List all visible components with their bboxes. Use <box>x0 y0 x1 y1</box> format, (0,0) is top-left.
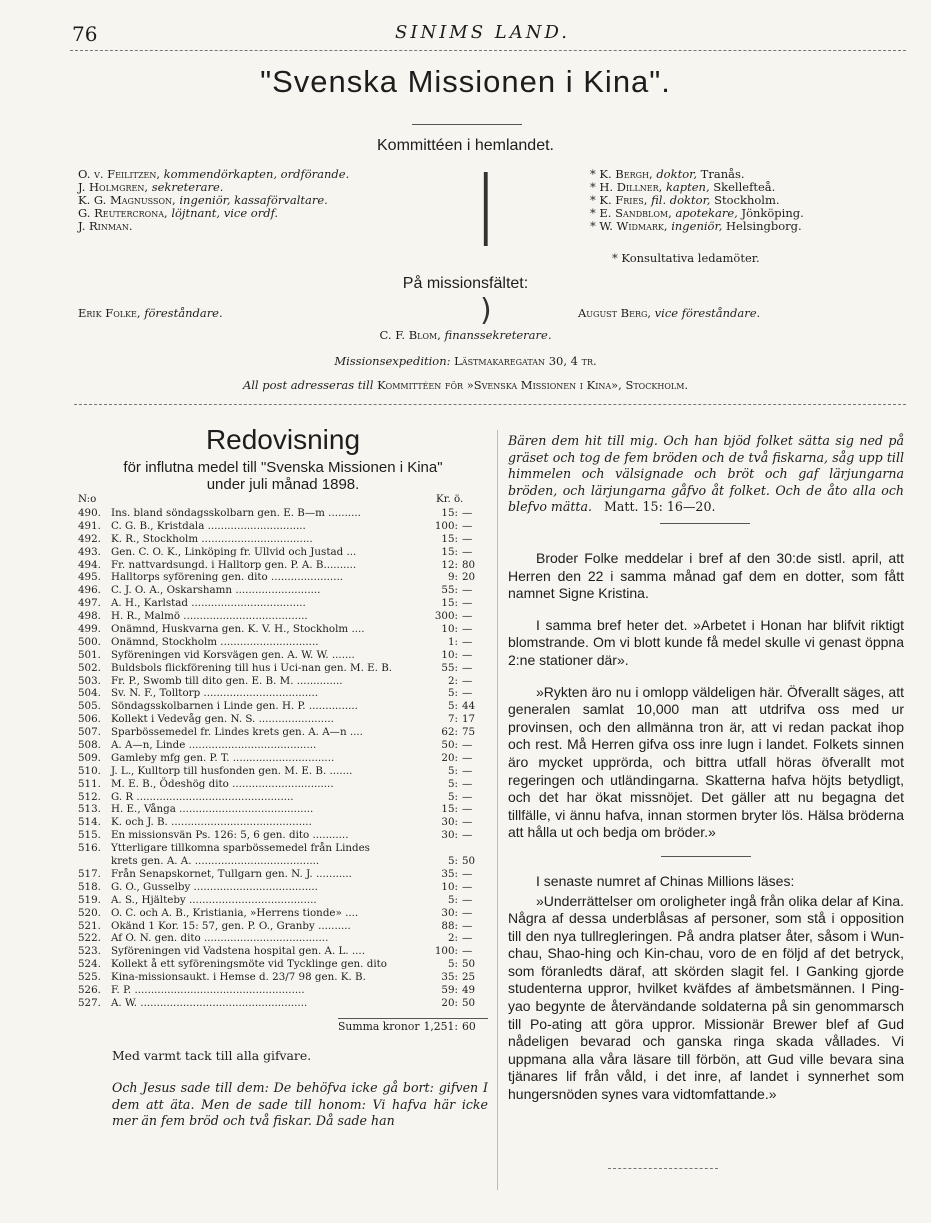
entry-ore: — <box>462 610 473 623</box>
entry-description: A. W. ................................................... <box>111 996 308 1009</box>
entry-number: 494. <box>78 558 101 571</box>
entry-description: Gamleby mfg gen. P. T. ............................... <box>111 751 335 764</box>
scripture-quote-continued: Bären dem hit till mig. Och han bjöd folket sätta sig ned på gräset och tog de fem bröden och de två fiskarna, såg upp till himmelen och välsignade och bröt och gaf lärjungarna bröden, och lärjungarna gåfvo åt folket. Och de åto alla och blefvo mätta. Matt. 15: 16—20. <box>508 433 904 515</box>
entry-description: G. O., Gusselby ...................................... <box>111 880 318 893</box>
entry-ore: — <box>462 945 473 958</box>
table-row <box>78 675 488 688</box>
entry-number: 498. <box>78 610 101 623</box>
entry-number: 506. <box>78 713 101 726</box>
entry-kronor: 5: <box>447 790 458 803</box>
page-number: 76 <box>72 22 98 46</box>
entry-description: Sparbössemedel fr. Lindes krets gen. A. A—n .... <box>111 726 363 739</box>
entry-description: C. J. O. A., Oskarshamn .......................... <box>111 584 321 597</box>
entry-kronor: 5: <box>447 777 458 790</box>
paragraph: »Underrättelser om oroligheter ingå från olika delar af Kina. Några af dessa underblåsas af personer, som stå i opposition till den nya tullregleringen. På andra platser åter, såsom i Wun-chau, Shao-hing och Kin-chau, voro de en följd af det betryck, som föranledts däraf, att skörden slagit fel. I Ganking gjorde studenterna uppror, hvilket kväfdes af ämbetsmännen. I Ping-yao begynte de återvändande soldaterna på sin genommarsch till Po-ating att göra uppror. Missionär Brewer blef af Gud nådeligen bevarad och ganska ringa skada vållades. Vi uppmana alla våra läsare till förbön, att Gud ville bevara sina tjänares lif från våld, i det inre, af landet i synnerhet som hungersnöden synes vara vidtomfattande.» <box>508 892 904 1103</box>
entry-kronor: 5: <box>447 893 458 906</box>
entry-description: Kina-missionsaukt. i Hemse d. 23/7 98 gen. K. B. <box>111 971 366 984</box>
entry-number: 514. <box>78 816 101 829</box>
entry-ore: — <box>462 751 473 764</box>
entry-ore: 25 <box>462 971 476 984</box>
entry-ore: — <box>462 661 473 674</box>
entry-description: F. P. .................................................... <box>111 983 305 996</box>
entry-kronor: 2: <box>447 674 458 687</box>
sum-rule <box>338 1018 488 1019</box>
entry-ore: — <box>462 764 473 777</box>
entry-ore: 44 <box>462 700 476 713</box>
entry-ore: 50 <box>462 958 476 971</box>
committee-heading: Kommittéen i hemlandet. <box>377 137 554 154</box>
entry-ore: 49 <box>462 983 476 996</box>
entry-description: Syföreningen vid Vadstena hospital gen. A. L. .... <box>111 945 365 958</box>
entry-kronor: 55: <box>441 584 458 597</box>
entry-ore: — <box>462 790 473 803</box>
running-title: SINIMS LAND. <box>395 22 570 43</box>
entry-description: Buldsbols flickförening till hus i Uci-nan gen. M. E. B. <box>111 661 393 674</box>
table-row <box>78 610 488 623</box>
divider <box>660 523 750 524</box>
thanks-line: Med varmt tack till alla gifvare. <box>112 1048 312 1063</box>
field-vice-leader: August Berg, vice föreståndare. <box>578 306 761 320</box>
entry-description: Sv. N. F., Tolltorp ................................... <box>111 687 318 700</box>
entry-ore: — <box>462 816 473 829</box>
entry-description: Syföreningen vid Korsvägen gen. A. W. W. ....... <box>111 648 355 661</box>
entry-kronor: 5: <box>447 855 458 868</box>
entry-number: 509. <box>78 751 101 764</box>
table-row <box>78 765 488 778</box>
committee-member: G. Reutercrona, löjtnant, vice ordf. <box>78 206 279 220</box>
entry-ore: — <box>462 880 473 893</box>
entry-ore: — <box>462 867 473 880</box>
entry-description: A. S., Hjälteby ....................................... <box>111 893 317 906</box>
accounts-heading: Redovisning <box>205 424 361 455</box>
entry-description: C. G. B., Kristdala .............................. <box>111 519 306 532</box>
entry-number: 522. <box>78 932 101 945</box>
entry-number: 500. <box>78 635 101 648</box>
entry-description: K. R., Stockholm .................................. <box>111 532 313 545</box>
entry-ore: — <box>462 932 473 945</box>
entry-number: 493. <box>78 545 101 558</box>
entry-kronor: 10: <box>441 648 458 661</box>
entry-number: 519. <box>78 893 101 906</box>
paragraph: I samma bref heter det. »Arbetet i Honan har blifvit riktigt blomstrande. Om vi blott kunde få medel skulle vi genast öppna 2:ne stationer där». <box>508 616 904 668</box>
brace-icon: | <box>478 159 494 246</box>
accounts-list <box>78 507 488 1010</box>
entry-ore: 80 <box>462 558 476 571</box>
entry-kronor: 9: <box>447 571 458 584</box>
entry-description: Ins. bland söndagsskolbarn gen. E. B—m .......... <box>111 507 361 519</box>
entry-kronor: 50: <box>441 739 458 752</box>
entry-number: 502. <box>78 661 101 674</box>
entry-description: Kollekt i Vedevåg gen. N. S. ....................... <box>111 713 334 726</box>
table-row <box>78 920 488 933</box>
table-row <box>78 842 488 855</box>
entry-number: 492. <box>78 532 101 545</box>
entry-kronor: 100: <box>434 519 458 532</box>
col-amount-label: Kr. ö. <box>436 493 464 505</box>
accounts-subheading: under juli månad 1898. <box>206 476 360 493</box>
entry-ore: — <box>462 906 473 919</box>
committee-member: * K. Fries, fil. doktor, Stockholm. <box>590 193 780 207</box>
entry-description: Onämnd, Huskvarna gen. K. V. H., Stockholm .... <box>111 623 365 636</box>
entry-description: H. E., Vånga ......................................... <box>111 803 314 816</box>
entry-number: 504. <box>78 687 101 700</box>
entry-kronor: 59: <box>441 983 458 996</box>
entry-number: 527. <box>78 996 101 1009</box>
entry-number: 512. <box>78 790 101 803</box>
entry-kronor: 20: <box>441 996 458 1009</box>
entry-kronor: 12: <box>441 558 458 571</box>
table-row <box>78 881 488 894</box>
entry-number: 515. <box>78 829 101 842</box>
entry-kronor: 15: <box>441 597 458 610</box>
entry-kronor: 88: <box>441 919 458 932</box>
entry-kronor: 5: <box>447 700 458 713</box>
entry-number: 523. <box>78 945 101 958</box>
entry-number: 507. <box>78 726 101 739</box>
paragraph: Broder Folke meddelar i bref af den 30:de sistl. april, att Herren den 22 i samma månad gaf dem en dotter, som fått namnet Signe Kristina. <box>508 550 904 602</box>
table-row <box>78 623 488 636</box>
post-line: All post adresseras till Kommittéen för »Svenska Missionen i Kina», Stockholm. <box>242 378 689 392</box>
entry-description: M. E. B., Ödeshög dito ............................... <box>111 777 334 790</box>
entry-description: Från Senapskornet, Tullgarn gen. N. J. ........... <box>111 867 352 880</box>
entry-number: 497. <box>78 597 101 610</box>
page-title: "Svenska Missionen i Kina". <box>260 64 671 99</box>
entry-kronor: 15: <box>441 532 458 545</box>
divider <box>412 124 522 125</box>
table-row <box>78 752 488 765</box>
table-row <box>78 791 488 804</box>
news-column <box>508 550 904 1118</box>
table-row <box>78 739 488 752</box>
entry-kronor: 35: <box>441 971 458 984</box>
committee-member: J. Holmgren, sekreterare. <box>78 180 224 194</box>
entry-ore: 50 <box>462 855 476 868</box>
table-row <box>78 958 488 971</box>
entry-description: K. och J. B. ........................................... <box>111 816 312 829</box>
entry-number: 510. <box>78 764 101 777</box>
entry-ore: — <box>462 623 473 636</box>
table-row <box>78 533 488 546</box>
entry-ore: — <box>462 532 473 545</box>
entry-ore: — <box>462 507 473 519</box>
entry-ore: — <box>462 893 473 906</box>
entry-kronor: 2: <box>447 932 458 945</box>
entry-number: 524. <box>78 958 101 971</box>
entry-ore: — <box>462 584 473 597</box>
entry-description: Gen. C. O. K., Linköping fr. Ullvid och Justad ... <box>111 545 357 558</box>
field-leader: Erik Folke, föreståndare. <box>78 306 223 320</box>
entry-kronor: 15: <box>441 803 458 816</box>
table-row <box>78 571 488 584</box>
table-row <box>78 868 488 881</box>
committee-member: * W. Widmark, ingeniör, Helsingborg. <box>590 219 802 233</box>
entry-description: Fr. nattvardsungd. i Halltorp gen. P. A. B.......... <box>111 558 357 571</box>
table-row <box>78 894 488 907</box>
entry-kronor: 20: <box>441 751 458 764</box>
committee-member: * H. Dillner, kapten, Skellefteå. <box>590 180 776 194</box>
entry-number: 520. <box>78 906 101 919</box>
entry-number: 516. <box>78 842 101 855</box>
committee-right-list <box>590 168 804 233</box>
field-finance-secretary: C. F. Blom, finanssekreterare. <box>379 328 552 342</box>
table-row <box>78 984 488 997</box>
entry-ore: 17 <box>462 713 476 726</box>
col-no-label: N:o <box>78 493 97 505</box>
entry-kronor: 62: <box>441 726 458 739</box>
entry-kronor: 10: <box>441 880 458 893</box>
entry-number: 508. <box>78 739 101 752</box>
entry-number: 517. <box>78 867 101 880</box>
entry-ore: — <box>462 519 473 532</box>
entry-ore: — <box>462 545 473 558</box>
entry-description: Onämnd, Stockholm .............................. <box>111 635 319 648</box>
table-row <box>78 700 488 713</box>
sum-row: Summa kronor 1,251: 60 <box>338 1020 476 1033</box>
paragraph: I senaste numret af Chinas Millions läses: <box>536 872 795 889</box>
entry-ore: — <box>462 829 473 842</box>
table-row <box>78 584 488 597</box>
column-divider <box>497 430 498 1190</box>
entry-ore: — <box>462 777 473 790</box>
entry-number: 521. <box>78 919 101 932</box>
entry-description: A. A—n, Linde ....................................... <box>111 739 317 752</box>
entry-kronor: 5: <box>447 764 458 777</box>
entry-number: 490. <box>78 507 101 519</box>
table-row <box>78 907 488 920</box>
entry-description: En missionsvän Ps. 126: 5, 6 gen. dito ........... <box>111 829 349 842</box>
committee-member: K. G. Magnusson, ingeniör, kassaförvaltare. <box>78 193 328 207</box>
entry-number: 496. <box>78 584 101 597</box>
entry-kronor: 15: <box>441 507 458 519</box>
entry-number: 526. <box>78 983 101 996</box>
section-rule <box>74 404 906 408</box>
table-row <box>78 778 488 791</box>
table-row <box>78 997 488 1010</box>
entry-kronor: 15: <box>441 545 458 558</box>
entry-number: 513. <box>78 803 101 816</box>
entry-ore: — <box>462 919 473 932</box>
entry-kronor: 10: <box>441 623 458 636</box>
entry-number: 503. <box>78 674 101 687</box>
table-row <box>78 971 488 984</box>
entry-description: Söndagsskolbarnen i Linde gen. H. P. ............... <box>111 700 358 713</box>
committee-member: O. v. Feilitzen, kommendörkapten, ordförande. <box>78 167 350 181</box>
table-row <box>78 597 488 610</box>
entry-number: 505. <box>78 700 101 713</box>
entry-kronor: 30: <box>441 816 458 829</box>
entry-number: 495. <box>78 571 101 584</box>
entry-description: Ytterligare tillkomna sparbössemedel från Lindes <box>111 842 370 855</box>
entry-description: H. R., Malmö ...................................... <box>111 610 308 623</box>
table-row <box>78 932 488 945</box>
entry-ore: — <box>462 803 473 816</box>
committee-member: * K. Bergh, doktor, Tranås. <box>590 167 745 181</box>
entry-number: 499. <box>78 623 101 636</box>
table-row <box>78 803 488 816</box>
entry-kronor: 100: <box>434 945 458 958</box>
entry-ore: — <box>462 687 473 700</box>
entry-kronor: 1: <box>447 635 458 648</box>
table-row <box>78 636 488 649</box>
entry-kronor: 55: <box>441 661 458 674</box>
entry-description: G. R ................................................ <box>111 790 294 803</box>
entry-description: J. L., Kulltorp till husfonden gen. M. E. B. ....... <box>111 764 353 777</box>
header-rule <box>70 50 906 54</box>
entry-number: 491. <box>78 519 101 532</box>
entry-number: 501. <box>78 648 101 661</box>
field-heading: På missionsfältet: <box>402 275 529 292</box>
entry-kronor: 5: <box>447 687 458 700</box>
entry-number: 511. <box>78 777 101 790</box>
table-row <box>78 662 488 675</box>
table-row <box>78 945 488 958</box>
accounts-subheading: för influtna medel till "Svenska Missionen i Kina" <box>123 459 443 476</box>
table-row <box>78 520 488 533</box>
entry-description: Okänd 1 Kor. 15: 57, gen. P. O., Granby .......... <box>111 919 351 932</box>
entry-kronor: 30: <box>441 906 458 919</box>
expedition-line: Missionsexpedition: Lästmakaregatan 30, 4 tr. <box>334 354 597 368</box>
table-row <box>78 829 488 842</box>
table-row <box>78 559 488 572</box>
entry-description: O. C. och A. B., Kristiania, »Herrens tionde» .... <box>111 906 359 919</box>
footer-rule <box>608 1168 718 1172</box>
entry-ore: — <box>462 597 473 610</box>
entry-description: Kollekt å ett syföreningsmöte vid Tycklinge gen. dito <box>111 958 387 971</box>
entry-ore: — <box>462 739 473 752</box>
table-row <box>78 855 488 868</box>
paragraph: »Rykten äro nu i omlopp väldeligen här. Öfverallt säges, att generalen samlat 10,000 man att utdrifva oss med ur provinsen, och den allmänna tron är, att vi redan packat ihop och rest. Må Herren gifva oss inre lugn i landet. Folkets sinnen äro mycket upprörda, och bittra utfall höras öfverallt mot regeringen och utländingarna. Skatterna hafva höjts betydligt, och det har ökat missnöjet. Det gäller att nu begagna det tillfälle, vi ännu hafva, innan stormen bryter lös. Hälsa bröderna att hålla ut och bedja om bröder.» <box>508 683 904 841</box>
entry-description: A. H., Karlstad ................................... <box>111 597 306 610</box>
entry-ore: 20 <box>462 571 476 584</box>
entry-ore: — <box>462 635 473 648</box>
brace-icon: ) <box>480 293 492 328</box>
entry-kronor: 300: <box>434 610 458 623</box>
entry-ore: 50 <box>462 996 476 1009</box>
table-row <box>78 713 488 726</box>
scripture-quote: Och Jesus sade till dem: De behöfva icke gå bort: gifven I dem att äta. Men de sade till honom: Vi hafva här icke mer än fem bröd och två fiskar. Då sade han <box>112 1080 488 1129</box>
committee-left-list <box>78 168 349 233</box>
entry-description: Fr. P., Swomb till dito gen. E. B. M. .............. <box>111 674 343 687</box>
entry-kronor: 35: <box>441 867 458 880</box>
entry-number: 525. <box>78 971 101 984</box>
table-row <box>78 726 488 739</box>
committee-member: * E. Sandblom, apotekare, Jönköping. <box>590 206 804 220</box>
entry-kronor: 5: <box>447 958 458 971</box>
committee-member: J. Rinman. <box>78 219 133 233</box>
table-row <box>78 507 488 520</box>
table-row <box>78 649 488 662</box>
committee-footnote: * Konsultativa ledamöter. <box>612 251 760 265</box>
divider <box>661 856 751 857</box>
table-row <box>78 816 488 829</box>
table-row <box>78 546 488 559</box>
entry-description: Halltorps syförening gen. dito ...................... <box>111 571 344 584</box>
entry-ore: — <box>462 674 473 687</box>
entry-description: krets gen. A. A. ...................................... <box>111 855 320 868</box>
entry-description: Af O. N. gen. dito ...................................... <box>111 932 329 945</box>
entry-ore: — <box>462 648 473 661</box>
entry-ore: 75 <box>462 726 476 739</box>
entry-number: 518. <box>78 880 101 893</box>
entry-kronor: 30: <box>441 829 458 842</box>
table-row <box>78 687 488 700</box>
entry-kronor: 7: <box>447 713 458 726</box>
